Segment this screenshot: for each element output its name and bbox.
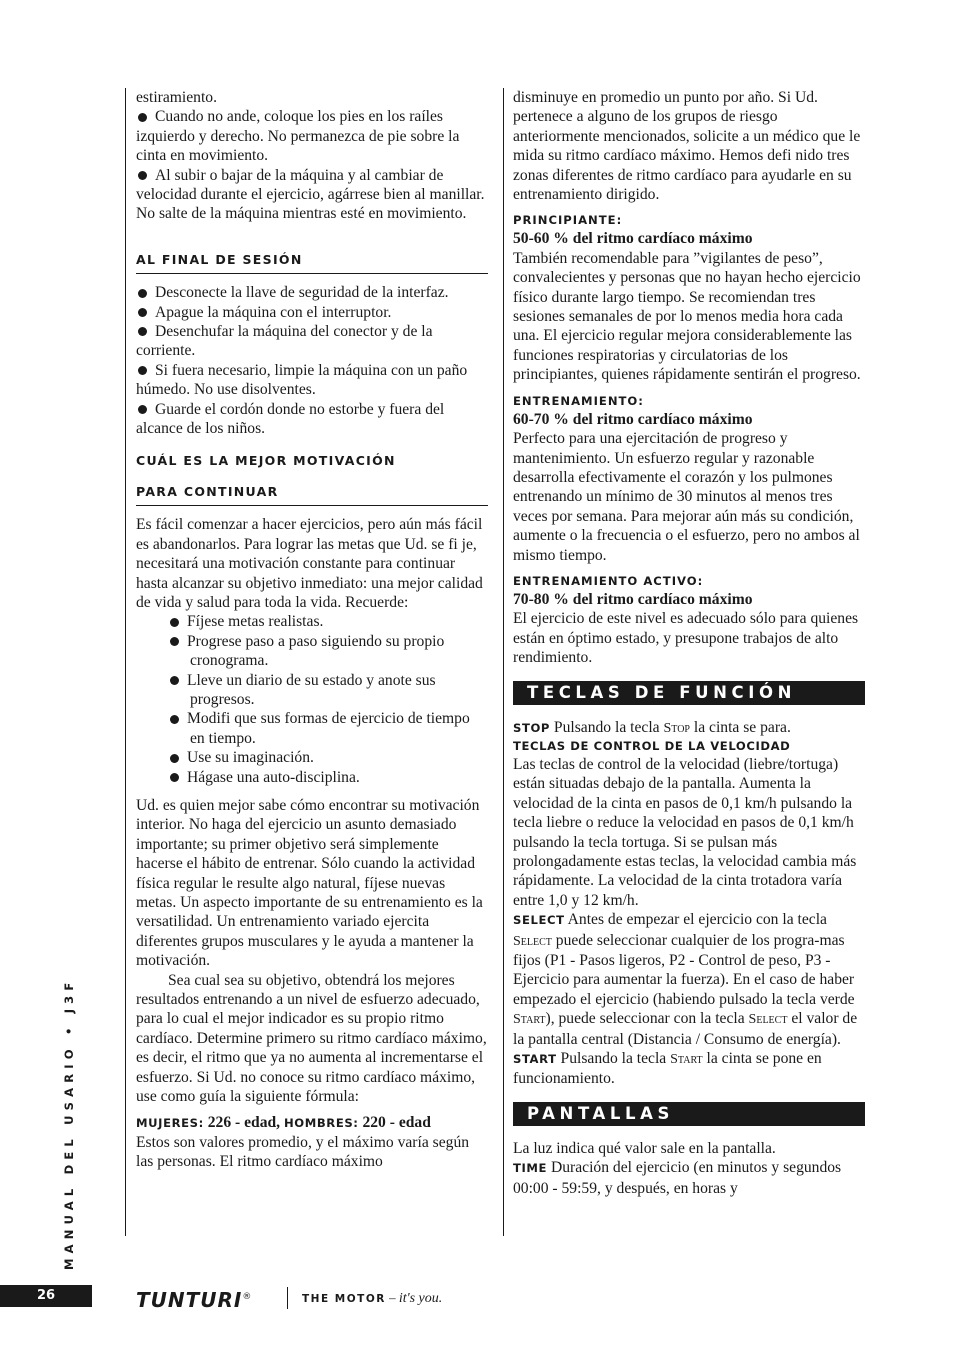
start-text: START Pulsando la tecla Start la cinta se pone en funcionamiento. <box>513 1050 822 1088</box>
list-item: Al subir o bajar de la máquina y al cambiar de velocidad durante el ejercicio, agárrese bien al manillar. No salte de la máquina mientras esté en movimiento. <box>136 166 485 223</box>
list-item: Use su imaginación. <box>168 748 488 767</box>
bullet-icon <box>170 676 179 685</box>
tagline: THE MOTOR – it's you. <box>302 1290 443 1306</box>
intro-text: estiramiento. <box>136 89 217 106</box>
bullet-icon <box>138 171 147 180</box>
motivation-list <box>168 612 488 787</box>
range-activo: 70-80 % del ritmo cardíaco máximo <box>513 590 753 608</box>
heading-principiante: PRINCIPIANTE: <box>513 213 623 228</box>
section-heading-motivation: CUÁL ES LA MEJOR MOTIVACIÓN <box>136 452 396 468</box>
promedio-text: Estos son valores promedio, y el máximo varía según las personas. El ritmo cardíaco máximo <box>136 1133 470 1171</box>
list-item: Modifi que sus formas de ejercicio de tiempo en tiempo. <box>168 709 488 748</box>
footer-divider <box>287 1287 288 1309</box>
motivation-text: Es fácil comenzar a hacer ejercicios, pero aún más fácil es abandonarlos. Para lograr las metas que Ud. se fi je, necesitará una motivación constante para continuar hasta alcanzar su objetivo inmediato: una mejor calidad de vida y salud para toda la vida. Recuerde: <box>136 516 483 611</box>
left-column-rule <box>125 88 126 1236</box>
list-item: Cuando no ande, coloque los pies en los raíles izquierdo y derecho. No permanezca de pie sobre la cinta en movimiento. <box>136 108 460 165</box>
principiante-text: También recomendable para ”vigilantes de peso”, convalecientes y personas que no hayan hecho ejercicio físico durante largo tiempo. Se recomiendan tres sesiones semanales de por lo menos media hora cada una. El ejercicio regular mejora considerablemente las funciones respiratorias y circulatorias de los principiantes, quienes rápidamente sentirán el progreso. <box>513 249 861 384</box>
list-item: Fíjese metas realistas. <box>168 612 488 631</box>
banner-pantallas: PANTALLAS <box>513 1102 865 1126</box>
list-item: Guarde el cordón donde no estorbe y fuera del alcance de los niños. <box>136 400 445 438</box>
select-text: SELECT Antes de empezar el ejercicio con la tecla Select puede seleccionar cualquier de los progra-mas fijos (P1 - Pasos ligeros, P2 - Control de peso, P3 - Ejercicio para aumentar la fuerza). En el caso de haber empezado el ejercicio (habiendo pulsado la tecla verde Start), puede seleccionar con la tecla Select el valor de la pantalla central (Distancia / Consumo de energía). <box>513 911 858 1048</box>
bullet-icon <box>138 113 147 122</box>
list-item: Si fuera necesario, limpie la máquina con un paño húmedo. No use disolventes. <box>136 361 468 399</box>
right-column-rule <box>503 88 504 1236</box>
formula: MUJERES: 226 - edad, HOMBRES: 220 - edad <box>136 1113 431 1131</box>
final-list <box>136 283 488 438</box>
bullet-icon <box>138 308 147 317</box>
brand-logo: TUNTURI® <box>136 1288 253 1312</box>
heading-velocidad: TECLAS DE CONTROL DE LA VELOCIDAD <box>513 738 791 753</box>
range-principiante: 50-60 % del ritmo cardíaco máximo <box>513 230 753 248</box>
sea-text: Sea cual sea su objetivo, obtendrá los mejores resultados entrenando a un nivel de esfuerzo adecuado, para lo cual el mejor indicador es su propio ritmo cardíaco. Determine primero su ritmo cardíaco máximo, es decir, el ritmo que ya no aumenta al incrementarse el esfuerzo. Si Ud. no conoce su ritmo cardíaco máximo, use como guía la siguiente fórmula: <box>136 971 487 1106</box>
bullet-icon <box>138 327 147 336</box>
list-item: Desconecte la llave de seguridad de la interfaz. <box>136 283 488 302</box>
bullet-icon <box>170 618 179 627</box>
luz-text: La luz indica qué valor sale en la pantalla. <box>513 1139 776 1157</box>
bullet-icon <box>138 405 147 414</box>
entrenamiento-text: Perfecto para una ejercitación de progreso y mantenimiento. Un esfuerzo regular y razonable desarrolla efectivamente el corazón y los pulmones entrenando un mínimo de 30 minutos al menos tres veces por semana. Para mejorar aún más su condición, aumente o la frecuencia o el esfuerzo, pero no ambos al mismo tiempo. <box>513 430 860 564</box>
bullet-icon <box>170 773 179 782</box>
bullet-icon <box>170 637 179 646</box>
list-item: Lleve un diario de su estado y anote sus progresos. <box>168 671 488 710</box>
right-column <box>513 88 865 1198</box>
list-item: Progrese paso a paso siguiendo su propio cronograma. <box>168 632 488 671</box>
bullet-icon <box>138 366 147 375</box>
list-item: Hágase una auto-disciplina. <box>168 768 488 787</box>
bullet-icon <box>138 289 147 298</box>
heading-entrenamiento: ENTRENAMIENTO: <box>513 393 644 408</box>
list-item: Desenchufar la máquina del conector y de la corriente. <box>136 323 433 360</box>
disminuye-text: disminuye en promedio un punto por año. Si Ud. pertenece a alguno de los grupos de riesgo anteriormente mencionados, solicite a un médico que le mida su ritmo cardíaco máximo. Hemos defi nido tres zonas diferentes de ritmo cardíaco para ayudarle en su entrenamiento dirigido. <box>513 89 861 204</box>
range-entrenamiento: 60-70 % del ritmo cardíaco máximo <box>513 410 753 428</box>
ud-text: Ud. es quien mejor sabe cómo encontrar su motivación interior. No haga del ejercicio un asunto demasiado importante; su primer objetivo será simplemente hacerse el hábito de entrenar. Sólo cuando la actividad física regular le resulte algo natural, fíjese nuevas metas. Un aspecto importante de su entrenamiento es la versatilidad. Un entrenamiento variado ejercita diferentes grupos musculares y le ayuda a mantener la motivación. <box>136 797 483 970</box>
banner-teclas: TECLAS DE FUNCIÓN <box>513 681 865 705</box>
list-item: Apague la máquina con el interruptor. <box>136 303 488 322</box>
section-heading-motivation-2: PARA CONTINUAR <box>136 476 488 506</box>
left-column <box>136 88 488 1172</box>
heading-activo: ENTRENAMIENTO ACTIVO: <box>513 573 704 588</box>
time-text: TIME Duración del ejercicio (en minutos y segundos 00:00 - 59:59, y después, en horas y <box>513 1159 842 1197</box>
side-manual-label: MANUAL DEL USARIO • J3F <box>62 977 76 1270</box>
bullet-icon <box>170 754 179 763</box>
bullet-icon <box>170 715 179 724</box>
section-heading-final: AL FINAL DE SESIÓN <box>136 238 488 274</box>
activo-text: El ejercicio de este nivel es adecuado sólo para quienes están en óptimo estado, y presupone trabajos de alto rendimiento. <box>513 610 859 667</box>
stop-text: STOP Pulsando la tecla Stop la cinta se para. <box>513 718 791 736</box>
page-number: 26 <box>0 1285 92 1307</box>
velocidad-text: Las teclas de control de la velocidad (liebre/tortuga) están situadas debajo de la pantalla. Aumenta la velocidad de la cinta en pasos de 0,1 km/h pulsando la tecla liebre o reduce la velocidad en pasos de 0,1 km/h pulsando la tecla tortuga. Si se pulsan más prolongadamente estas teclas, la velocidad cambia más rápidamente. La velocidad de la cinta trotadora varía entre 1,0 y 12 km/h. <box>513 755 857 909</box>
